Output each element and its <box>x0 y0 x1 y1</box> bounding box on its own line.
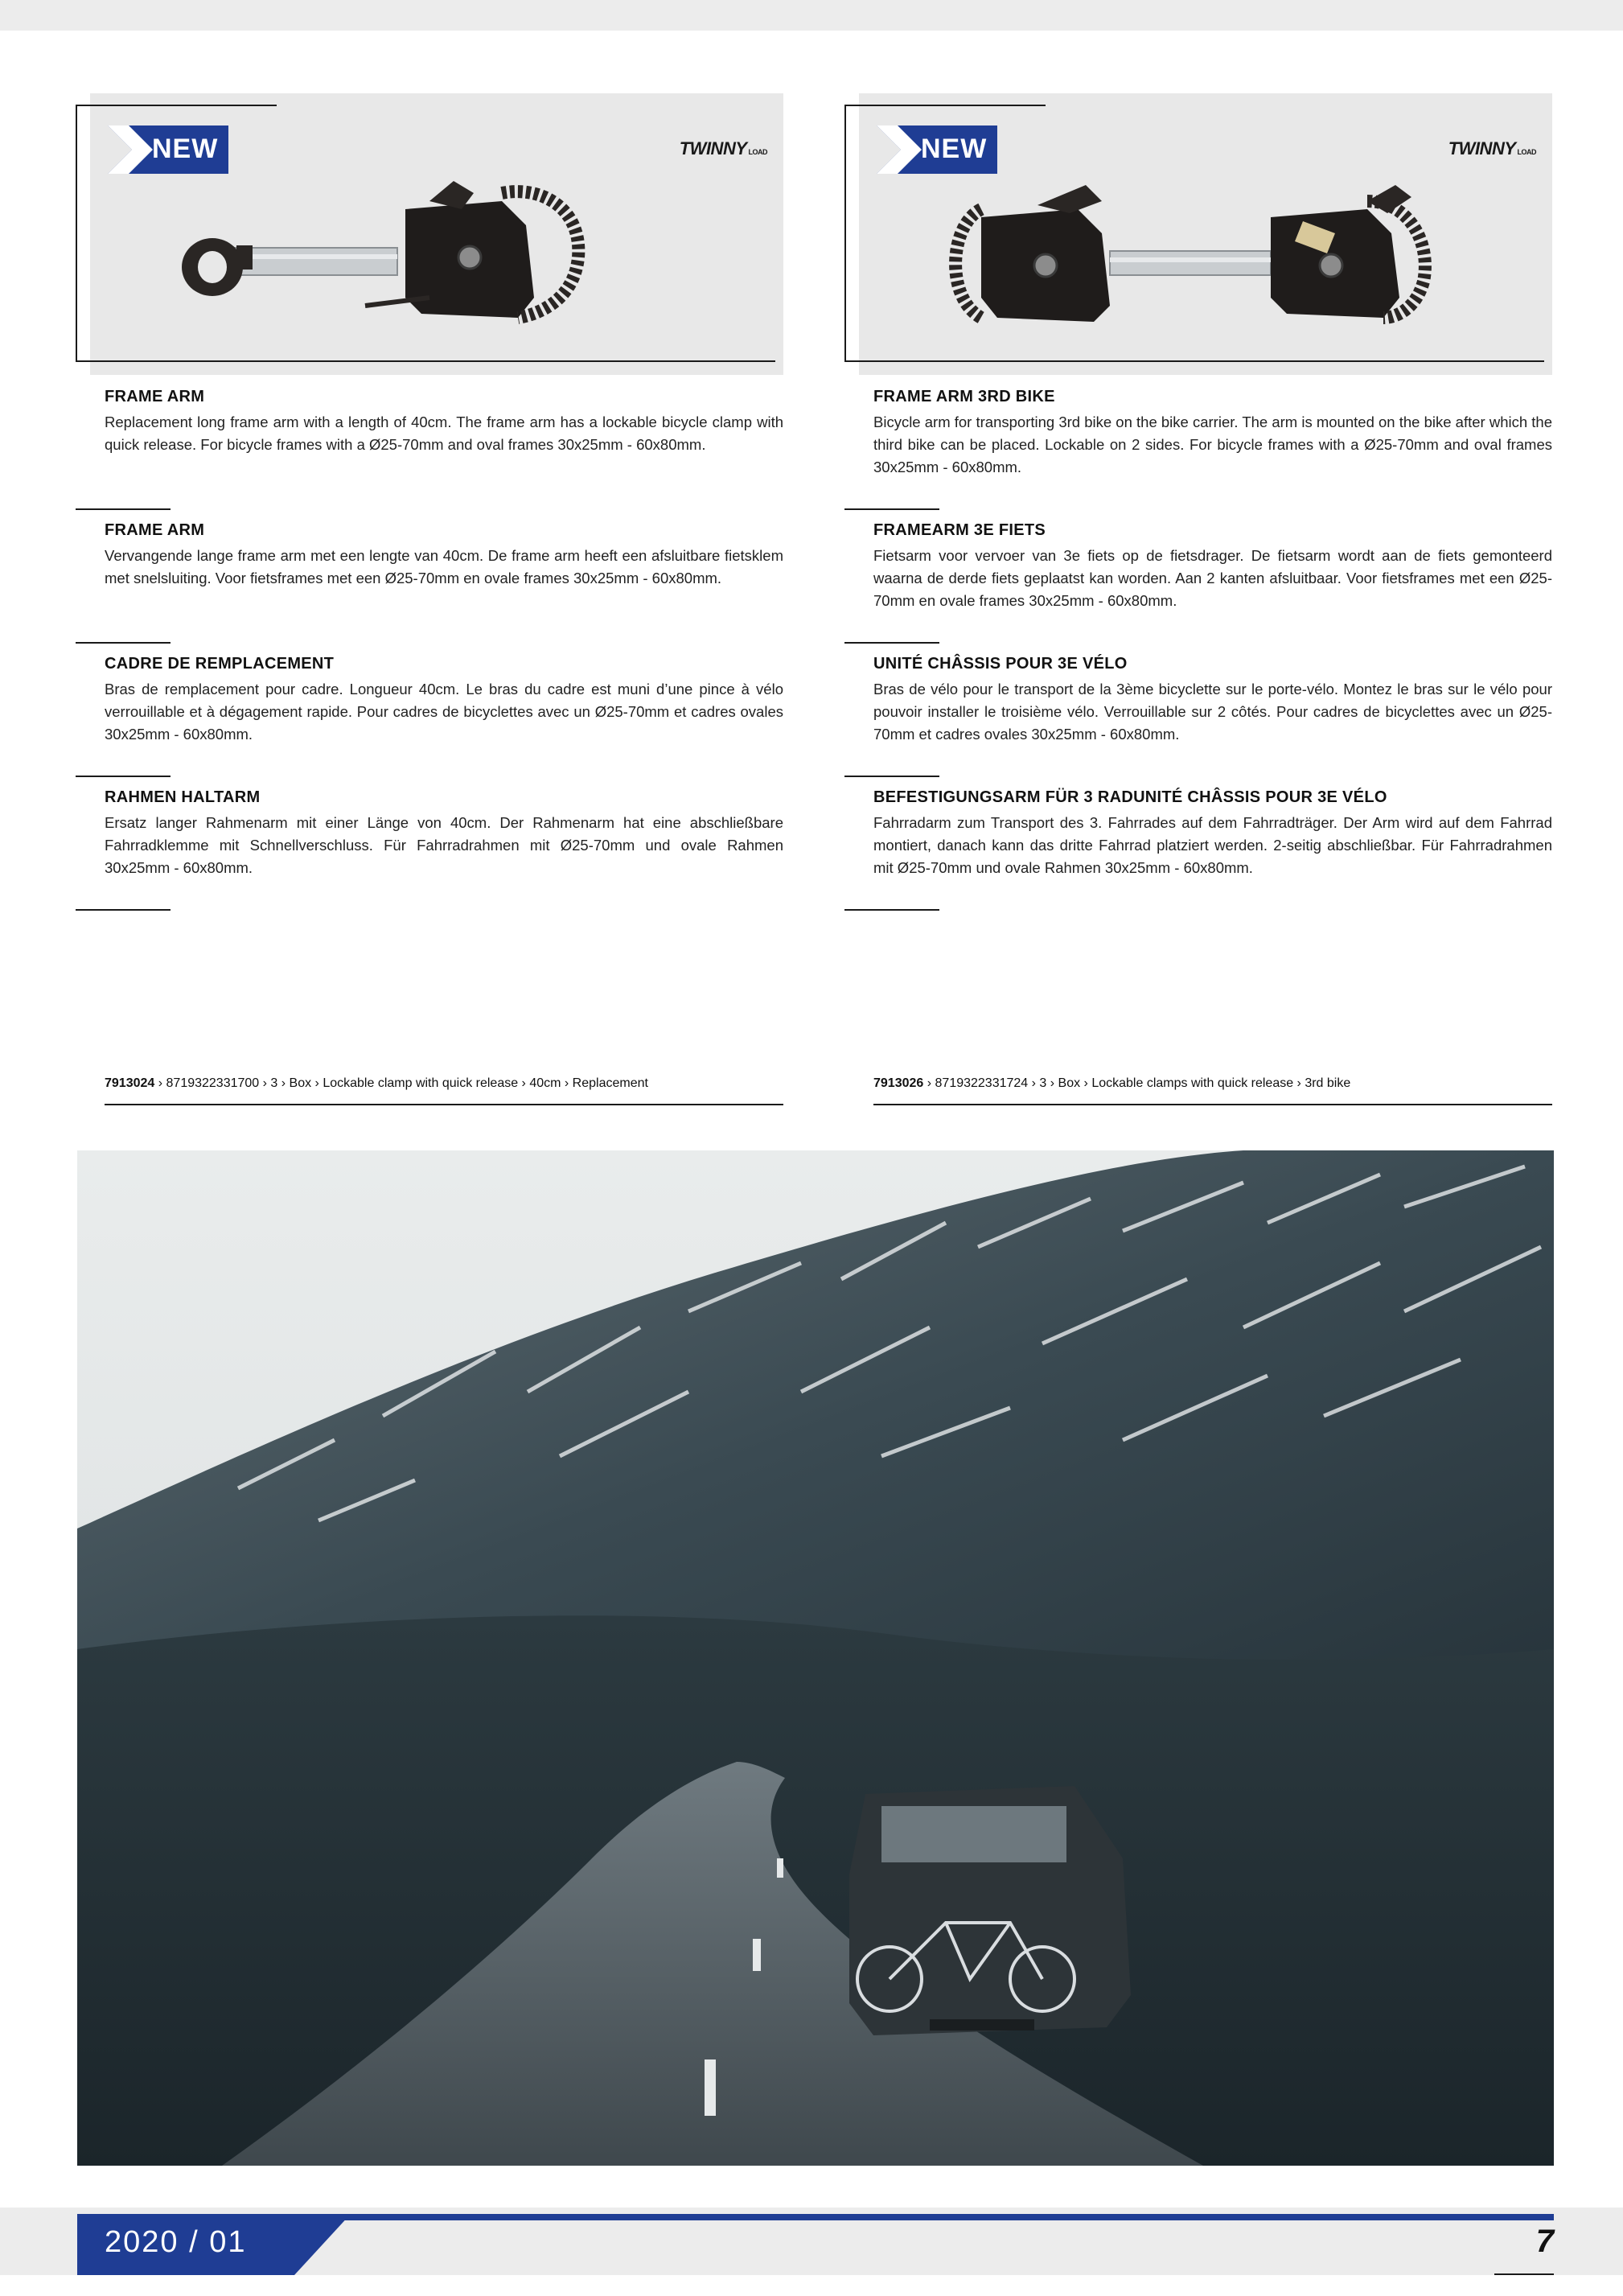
frame-arm-product-image <box>164 177 743 338</box>
product-meta-line <box>873 1076 1350 1091</box>
car <box>849 1786 1131 2035</box>
section-frame-arm-fr <box>105 655 783 746</box>
product-specs: › 8719322331700 › 3 › Box › Lockable clamp with quick release › 40cm › Replacement <box>154 1076 648 1090</box>
meta-divider <box>105 1104 783 1105</box>
section-body: Fietsarm voor vervoer van 3e fiets op de fietsdrager. De fietsarm wordt aan de fiets gemonteerd waarna de derde fiets geplaatst kan worden. Aan 2 kanten afsluitbaar. Voor fietsframes met een Ø25-70mm en ovale frames 30x25mm - 60x80mm. <box>873 547 1552 609</box>
landscape-illustration <box>77 1150 1554 2166</box>
section-frame-arm-3rd-bike-nl <box>873 521 1552 612</box>
twinny-load-logo: TWINNY LOAD <box>1448 138 1536 158</box>
section-body: Replacement long frame arm with a length of 40cm. The frame arm has a lockable bicycle clamp with quick release. For bicycle frames with a Ø25-70mm and oval frames 30x25mm - 60x80mm. <box>105 414 783 453</box>
product-image-frame <box>844 105 1552 378</box>
section-body: Vervangende lange frame arm met een lengte van 40cm. De frame arm heeft een afsluitbare fietsklem met snelsluiting. Voor fietsframes met een Ø25-70mm en ovale frames 30x25mm - 60x80mm. <box>105 547 783 586</box>
section-title: UNITÉ CHÂSSIS POUR 3E VÉLO <box>873 655 1128 673</box>
section-title: FRAMEARM 3E FIETS <box>873 521 1046 539</box>
new-badge-label: NEW <box>921 134 988 164</box>
section-body: Bras de vélo pour le transport de la 3ème bicyclette sur le porte-vélo. Montez le bras sur le vélo pour pouvoir installer le troisième vélo. Verrouillable sur 2 côtés. Pour cadres de bicyclettes avec un Ø25-70mm et cadres ovales 30x25mm - 60x80mm. <box>873 681 1552 743</box>
section-body: Fahrradarm zum Transport des 3. Fahrrades auf dem Fahrradträger. Der Arm wird auf dem Fahrrad montiert, danach kann das dritte Fahrrad platziert werden. 2-seitig abschließbar. Für Fahrradrahmen mit Ø25-70mm und ovale Rahmen 30x25mm - 60x80mm. <box>873 814 1552 876</box>
page-number: 7 <box>1535 2224 1554 2259</box>
product-specs: › 8719322331724 › 3 › Box › Lockable clamps with quick release › 3rd bike <box>923 1076 1351 1090</box>
section-title: BEFESTIGUNGSARM FÜR 3 RADUNITÉ CHÂSSIS POUR 3E VÉLO <box>873 788 1387 806</box>
product-image-frame <box>76 105 783 378</box>
section-body: Ersatz langer Rahmenarm mit einer Länge von 40cm. Der Rahmenarm hat eine abschließbare Fahrradklemme mit Schnellverschluss. Für Fahrradrahmen mit Ø25-70mm und ovale Rahmen 30x25mm - 60x80mm. <box>105 814 783 876</box>
twinny-load-logo: TWINNY LOAD <box>679 138 767 158</box>
section-frame-arm-en <box>105 388 783 456</box>
section-title: CADRE DE REMPLACEMENT <box>105 655 335 673</box>
section-frame-arm-3rd-bike-de <box>873 788 1552 879</box>
product-meta-line <box>105 1076 648 1091</box>
section-divider <box>844 642 939 644</box>
article-number: 7913026 <box>873 1076 924 1090</box>
section-body: Bras de remplacement pour cadre. Longueur 40cm. Le bras du cadre est muni d’une pince à vélo verrouillable et à dégagement rapide. Pour cadres de bicyclettes avec un Ø25-70mm et cadres ovales 30x25mm - 60x80mm. <box>105 681 783 743</box>
section-divider <box>844 776 939 777</box>
article-number: 7913024 <box>105 1076 155 1090</box>
section-body: Bicycle arm for transporting 3rd bike on the bike carrier. The arm is mounted on the bike after which the third bike can be placed. Lockable on 2 sides. For bicycle frames with a Ø25-70mm and oval frames 30x25mm - 60x80mm. <box>873 414 1552 475</box>
section-title: RAHMEN HALTARM <box>105 788 261 806</box>
section-divider <box>844 508 939 510</box>
section-divider <box>76 776 171 777</box>
section-frame-arm-de <box>105 788 783 879</box>
section-title: FRAME ARM 3RD BIKE <box>873 388 1055 405</box>
top-band <box>0 0 1623 31</box>
section-divider <box>76 909 171 911</box>
section-title: FRAME ARM <box>105 521 205 539</box>
section-divider <box>76 642 171 644</box>
section-frame-arm-3rd-bike-en <box>873 388 1552 479</box>
section-divider <box>76 508 171 510</box>
section-divider <box>844 909 939 911</box>
meta-divider <box>873 1104 1552 1105</box>
new-badge-label: NEW <box>152 134 219 164</box>
frame-arm-3rd-bike-product-image <box>933 177 1512 338</box>
edition-label: 2020 / 01 <box>105 2225 247 2259</box>
section-title: FRAME ARM <box>105 388 205 405</box>
section-frame-arm-3rd-bike-fr <box>873 655 1552 746</box>
hero-photo-car-with-bike-carrier <box>77 1150 1554 2166</box>
section-frame-arm-nl <box>105 521 783 590</box>
page-number-underline <box>1494 2273 1554 2275</box>
